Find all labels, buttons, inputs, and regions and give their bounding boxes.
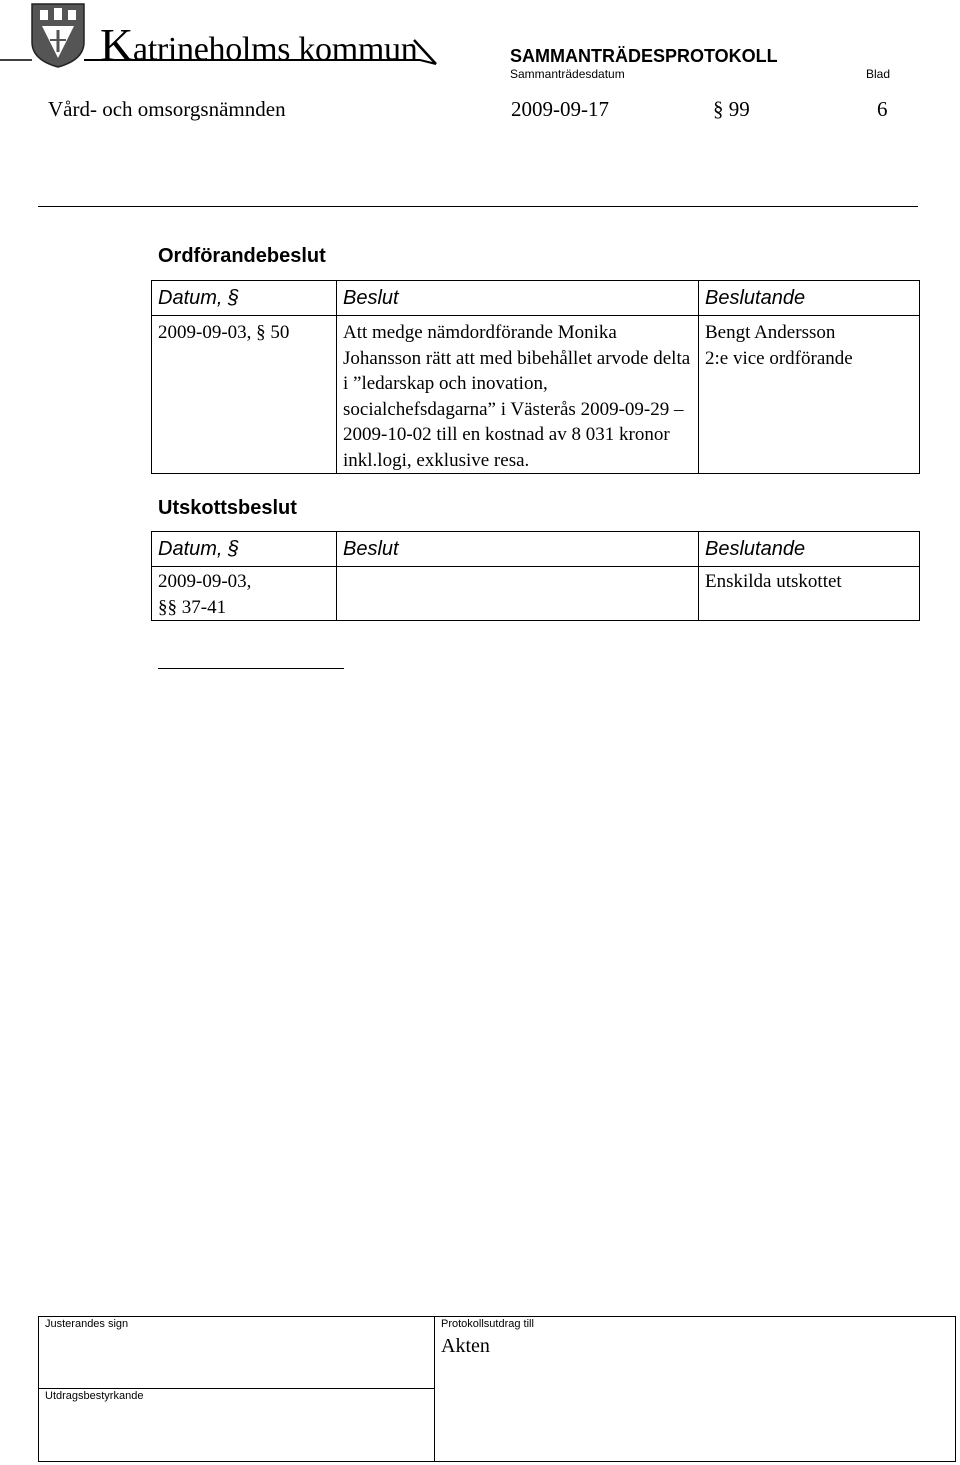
municipality-name — [100, 18, 417, 71]
beslutande-role: 2:e vice ordförande — [705, 347, 853, 369]
utskottsbeslut-table — [151, 531, 920, 621]
table-row — [152, 567, 920, 621]
column-header-beslutande: Beslutande — [699, 532, 920, 567]
section-title-ordforandebeslut: Ordförandebeslut — [158, 245, 326, 267]
paragraph-number: § 99 — [713, 97, 750, 121]
municipal-coat-of-arms-icon — [32, 4, 84, 67]
cell-beslut: Att medge nämdordförande Monika Johansson rätt att med bibehållet arvode delta i ”ledarskap och inovation, socialchefsdagarna” i Västerås 2009-09-29 – 2009-10-02 till en kostnad av 8 031 kronor inkl.logi, exklusive resa. — [337, 316, 699, 474]
datum-line-2: §§ 37-41 — [158, 596, 227, 618]
brand-rest: atrineholms kommun — [132, 31, 418, 68]
beslutande-name: Bengt Andersson — [705, 322, 836, 343]
page-number: 6 — [877, 97, 888, 121]
table-header-row — [152, 532, 920, 567]
protocol-title: SAMMANTRÄDESPROTOKOLL — [510, 46, 778, 66]
column-header-beslut: Beslut — [337, 532, 699, 567]
header-divider — [38, 206, 918, 207]
footer-vertical-divider — [434, 1316, 435, 1462]
brand-initial: K — [100, 19, 133, 70]
column-header-beslut: Beslut — [337, 281, 699, 316]
column-header-beslutande: Beslutande — [699, 281, 920, 316]
table-header-row — [152, 281, 920, 316]
footer-horizontal-divider — [38, 1388, 435, 1389]
section-title-utskottsbeslut: Utskottsbeslut — [158, 497, 297, 519]
committee-name: Vård- och omsorgsnämnden — [48, 97, 286, 121]
cell-beslutande — [699, 316, 920, 474]
page-label: Blad — [866, 67, 891, 81]
footer-extract-label: Protokollsutdrag till — [441, 1318, 534, 1330]
footer-box — [38, 1316, 956, 1462]
table-row — [152, 316, 920, 474]
cell-datum — [152, 567, 337, 621]
cell-beslut — [337, 567, 699, 621]
column-header-datum: Datum, § — [152, 532, 337, 567]
cell-beslutande: Enskilda utskottet — [699, 567, 920, 621]
ordforandebeslut-table — [151, 280, 920, 474]
datum-line-1: 2009-09-03, — [158, 571, 252, 592]
meeting-date-label: Sammanträdesdatum — [510, 67, 625, 81]
footer-certify-label: Utdragsbestyrkande — [45, 1390, 144, 1402]
meeting-date: 2009-09-17 — [511, 97, 609, 121]
footer-recipient: Akten — [441, 1335, 490, 1357]
footer-sign-label: Justerandes sign — [45, 1318, 129, 1330]
footnote-divider — [158, 668, 344, 669]
column-header-datum: Datum, § — [152, 281, 337, 316]
cell-datum: 2009-09-03, § 50 — [152, 316, 337, 474]
